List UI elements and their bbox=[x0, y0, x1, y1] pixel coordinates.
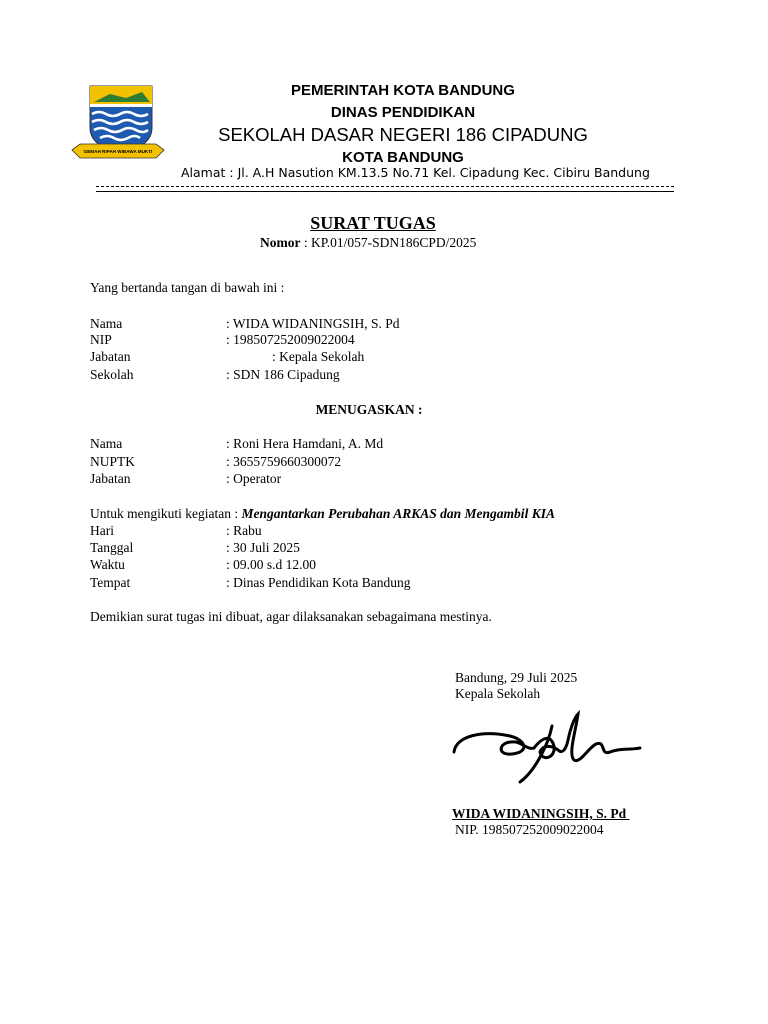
agency-name: DINAS PENDIDIKAN bbox=[330, 104, 476, 121]
assignee-label: NUPTK bbox=[90, 454, 136, 469]
city-name: KOTA BANDUNG bbox=[342, 149, 464, 166]
signer-value: : SDN 186 Cipadung bbox=[226, 367, 340, 382]
assignee-value: : 3655759660300072 bbox=[226, 454, 342, 469]
nomor-label: Nomor bbox=[260, 235, 301, 250]
schedule-label: Waktu bbox=[90, 557, 125, 572]
activity-name: Mengantarkan Perubahan ARKAS dan Mengambil KIA bbox=[241, 506, 555, 521]
signer-label: Jabatan bbox=[90, 349, 131, 364]
assignee-label: Jabatan bbox=[90, 471, 131, 486]
signer-value: : WIDA WIDANINGSIH, S. Pd bbox=[226, 316, 400, 331]
activity-line bbox=[90, 505, 555, 522]
schedule-value: : Rabu bbox=[226, 523, 262, 538]
schedule-label: Tanggal bbox=[90, 540, 134, 555]
signer-name: WIDA WIDANINGSIH, S. Pd bbox=[452, 806, 630, 821]
activity-prefix: Untuk mengikuti kegiatan : bbox=[90, 506, 242, 521]
school-name: SEKOLAH DASAR NEGERI 186 CIPADUNG bbox=[218, 124, 588, 145]
logo-ribbon-text: GEMAH RIPAH WIBAWA MUKTI bbox=[83, 149, 153, 154]
signer-value: : 198507252009022004 bbox=[226, 332, 355, 347]
letter-number bbox=[260, 234, 476, 251]
signature-position: Kepala Sekolah bbox=[455, 686, 541, 701]
letter-title: SURAT TUGAS bbox=[310, 213, 436, 233]
government-name: PEMERINTAH KOTA BANDUNG bbox=[291, 82, 515, 99]
handwritten-signature bbox=[450, 710, 645, 795]
closing-text: Demikian surat tugas ini dibuat, agar dilaksanakan sebagaimana mestinya. bbox=[90, 609, 492, 624]
schedule-label: Tempat bbox=[90, 575, 131, 590]
assignee-value: : Roni Hera Hamdani, A. Md bbox=[226, 436, 384, 451]
signer-value: : Kepala Sekolah bbox=[272, 349, 365, 364]
assignee-value: : Operator bbox=[226, 471, 282, 486]
schedule-value: : 09.00 s.d 12.00 bbox=[226, 557, 317, 572]
menugaskan-heading: MENUGASKAN : bbox=[315, 402, 423, 417]
intro-text: Yang bertanda tangan di bawah ini : bbox=[90, 280, 285, 295]
signer-label: Sekolah bbox=[90, 367, 134, 382]
nomor-value: : KP.01/057-SDN186CPD/2025 bbox=[300, 235, 477, 250]
signature-place-date: Bandung, 29 Juli 2025 bbox=[455, 670, 578, 685]
assignee-label: Nama bbox=[90, 436, 123, 451]
signer-label: NIP bbox=[90, 332, 112, 347]
schedule-value: : 30 Juli 2025 bbox=[226, 540, 300, 555]
header-divider-dashed bbox=[96, 186, 674, 187]
header-divider-solid bbox=[96, 191, 674, 192]
signer-nip: NIP. 198507252009022004 bbox=[455, 822, 604, 837]
signer-label: Nama bbox=[90, 316, 123, 331]
school-address: Alamat : Jl. A.H Nasution KM.13.5 No.71 Kel. Cipadung Kec. Cibiru Bandung bbox=[181, 165, 650, 180]
schedule-label: Hari bbox=[90, 523, 114, 538]
schedule-value: : Dinas Pendidikan Kota Bandung bbox=[226, 575, 411, 590]
